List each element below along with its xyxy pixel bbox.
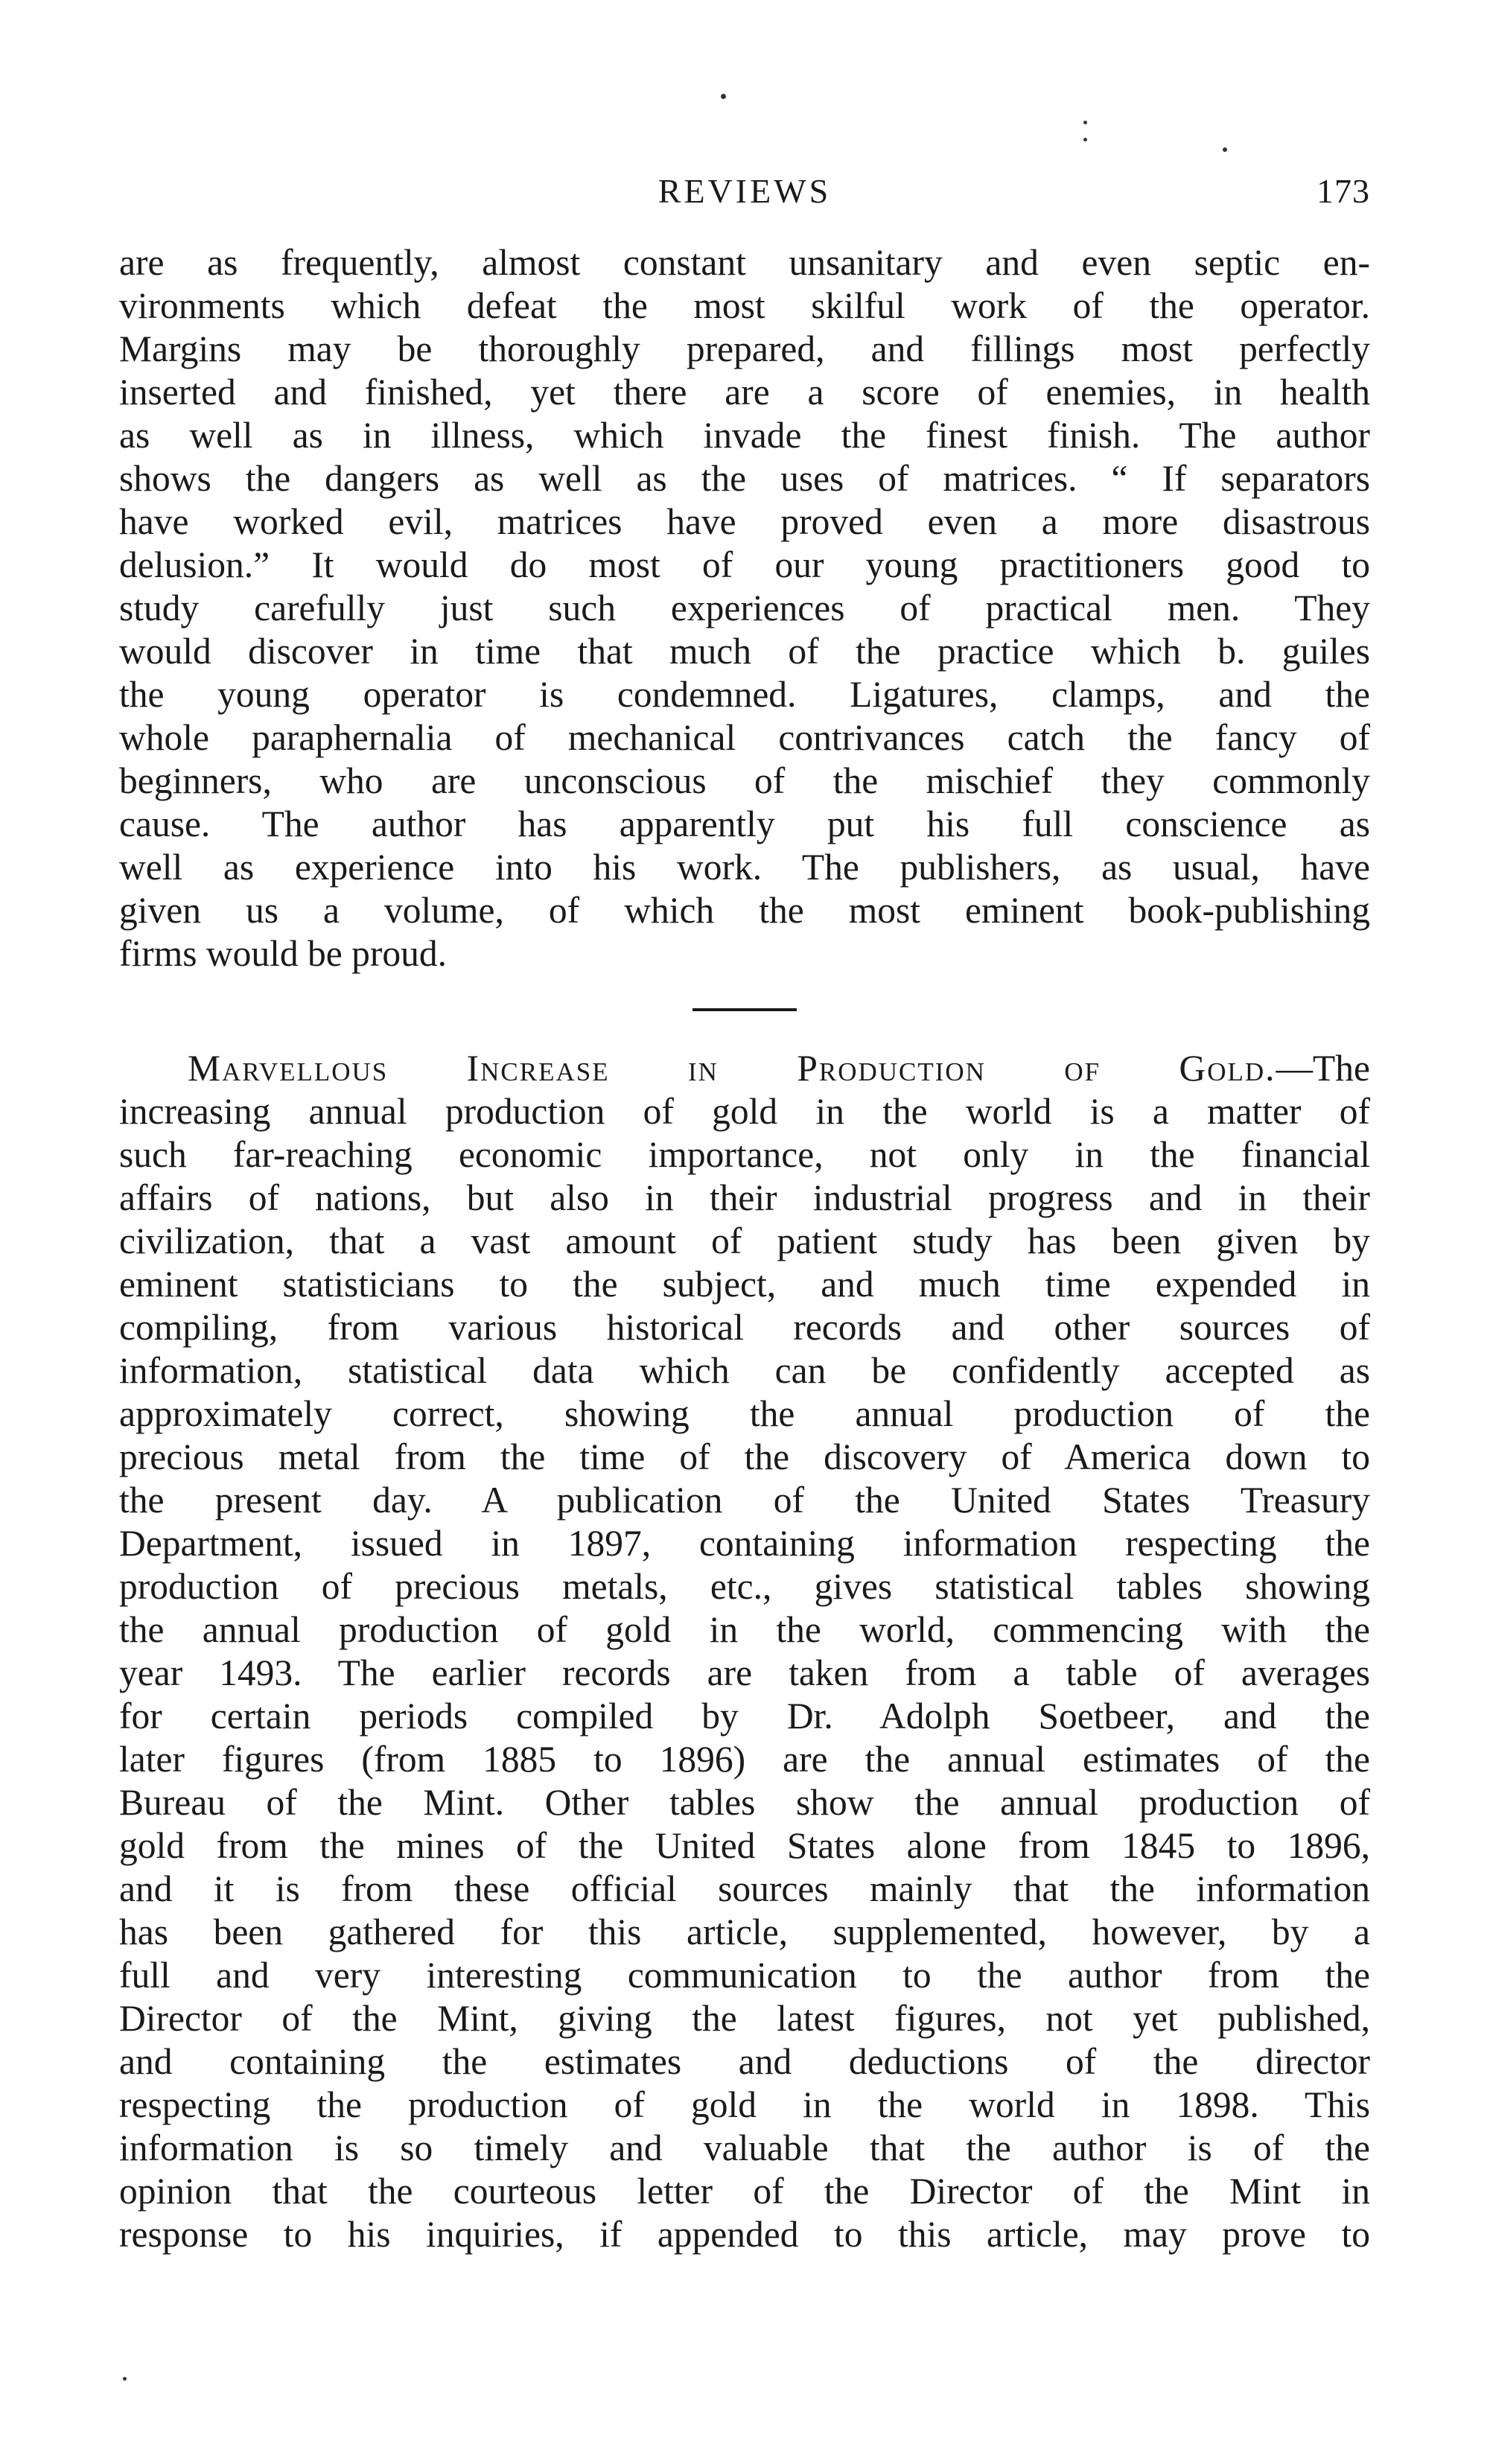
text-line: Department, issued in 1897, containing information respecting the bbox=[119, 1523, 1370, 1564]
scan-speck bbox=[1223, 147, 1227, 152]
text-line: compiling, from various historical records and other sources of bbox=[119, 1307, 1370, 1348]
text-line: well as experience into his work. The publishers, as usual, have bbox=[119, 847, 1370, 888]
text-line: the young operator is condemned. Ligatures, clamps, and the bbox=[119, 674, 1370, 715]
text-line: have worked evil, matrices have proved even a more disastrous bbox=[119, 501, 1370, 542]
article-title: Marvellous Increase in Production of Gold. bbox=[188, 1048, 1276, 1089]
text-line: beginners, who are unconscious of the mischief they commonly bbox=[119, 760, 1370, 801]
text-line: and it is from these official sources mainly that the information bbox=[119, 1868, 1370, 1909]
article-first-line-rest: —The bbox=[1276, 1048, 1370, 1089]
text-line: as well as in illness, which invade the finest finish. The author bbox=[119, 415, 1370, 456]
scan-speck bbox=[721, 94, 726, 99]
text-line: Director of the Mint, giving the latest figures, not yet published, bbox=[119, 1998, 1370, 2039]
page-content bbox=[119, 171, 1370, 2256]
text-line: later figures (from 1885 to 1896) are the annual estimates of the bbox=[119, 1739, 1370, 1780]
text-line: eminent statisticians to the subject, and much time expended in bbox=[119, 1264, 1370, 1305]
text-line: the annual production of gold in the world, commencing with the bbox=[119, 1609, 1370, 1650]
article-first-line bbox=[119, 1047, 1370, 1090]
text-line: Bureau of the Mint. Other tables show the annual production of bbox=[119, 1782, 1370, 1823]
page-number: 173 bbox=[1316, 172, 1370, 210]
text-line: firms would be proud. bbox=[119, 933, 447, 974]
text-line: such far-reaching economic importance, not only in the financial bbox=[119, 1134, 1370, 1175]
text-line: civilization, that a vast amount of patient study has been given by bbox=[119, 1220, 1370, 1261]
text-line: information, statistical data which can be confidently accepted as bbox=[119, 1350, 1370, 1391]
running-head bbox=[119, 171, 1370, 223]
text-line: the present day. A publication of the United States Treasury bbox=[119, 1480, 1370, 1521]
text-line: shows the dangers as well as the uses of matrices. “ If separators bbox=[119, 458, 1370, 499]
text-line: approximately correct, showing the annual production of the bbox=[119, 1393, 1370, 1434]
text-line: are as frequently, almost constant unsanitary and even septic en- bbox=[119, 242, 1370, 283]
text-line: inserted and finished, yet there are a score of enemies, in health bbox=[119, 372, 1370, 413]
text-line: full and very interesting communication to the author from the bbox=[119, 1955, 1370, 1996]
text-line: study carefully just such experiences of practical men. They bbox=[119, 588, 1370, 628]
section-divider bbox=[692, 1008, 797, 1011]
scan-speck bbox=[1083, 138, 1087, 141]
text-line: for certain periods compiled by Dr. Adolph Soetbeer, and the bbox=[119, 1696, 1370, 1736]
text-line: whole paraphernalia of mechanical contrivances catch the fancy of bbox=[119, 717, 1370, 758]
text-line: response to his inquiries, if appended to this article, may prove to bbox=[119, 2214, 1370, 2255]
article-paragraph bbox=[119, 1047, 1370, 2256]
text-line: year 1493. The earlier records are taken from a table of averages bbox=[119, 1652, 1370, 1693]
text-line: Margins may be thoroughly prepared, and fillings most perfectly bbox=[119, 328, 1370, 369]
scan-speck bbox=[123, 2377, 127, 2381]
text-line: would discover in time that much of the practice which b. guiles bbox=[119, 631, 1370, 672]
text-line: vironments which defeat the most skilful work of the operator. bbox=[119, 285, 1370, 326]
text-line: affairs of nations, but also in their industrial progress and in their bbox=[119, 1177, 1370, 1218]
text-line: cause. The author has apparently put his full conscience as bbox=[119, 803, 1370, 844]
text-line: precious metal from the time of the discovery of America down to bbox=[119, 1436, 1370, 1477]
scan-speck bbox=[1083, 121, 1087, 124]
running-title: REVIEWS bbox=[657, 172, 832, 210]
text-line: respecting the production of gold in the world in 1898. This bbox=[119, 2084, 1370, 2125]
text-line: increasing annual production of gold in the world is a matter of bbox=[119, 1091, 1370, 1132]
text-line: production of precious metals, etc., gives statistical tables showing bbox=[119, 1566, 1370, 1607]
text-line: information is so timely and valuable that the author is of the bbox=[119, 2127, 1370, 2168]
text-line: has been gathered for this article, supplemented, however, by a bbox=[119, 1911, 1370, 1952]
review-paragraph bbox=[119, 241, 1370, 975]
text-line: given us a volume, of which the most eminent book-publishing bbox=[119, 890, 1370, 931]
text-line: opinion that the courteous letter of the Director of the Mint in bbox=[119, 2171, 1370, 2212]
text-line: delusion.” It would do most of our young practitioners good to bbox=[119, 544, 1370, 585]
text-line: and containing the estimates and deductions of the director bbox=[119, 2041, 1370, 2082]
text-line: gold from the mines of the United States alone from 1845 to 1896, bbox=[119, 1825, 1370, 1866]
